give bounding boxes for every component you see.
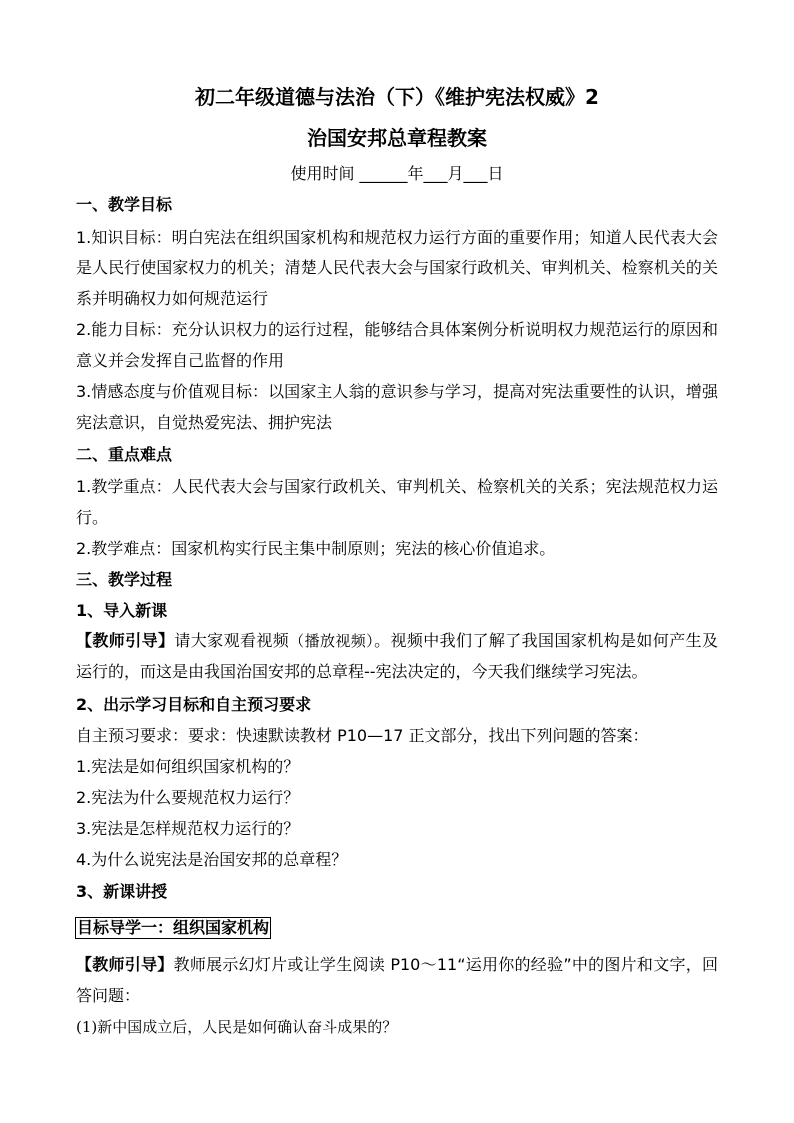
section-heading-objectives: 一、教学目标: [76, 195, 173, 214]
step-heading-new-lesson: 3、新课讲授: [76, 882, 168, 901]
objective-knowledge-line: 是人民行使国家权力的机关；清楚人民代表大会与国家行政机关、审判机关、检察机关的关: [76, 258, 718, 277]
objective-knowledge-line: 1.知识目标：明白宪法在组织国家机构和规范权力运行方面的重要作用；知道人民代表大会: [76, 228, 718, 247]
preview-question: 2.宪法为什么要规范权力运行？: [76, 788, 300, 807]
teacher-guide-note: （播放视频）: [289, 632, 375, 650]
preview-question: 3.宪法是怎样规范权力运行的？: [76, 819, 300, 838]
preview-question: 1.宪法是如何组织国家机构的？: [76, 757, 300, 776]
teacher-guide-line: [76, 631, 718, 651]
section-heading-process: 三、教学过程: [76, 570, 173, 589]
lesson-question: (1)新中国成立后，人民是如何确认奋斗成果的？: [76, 1018, 398, 1036]
key-point-line: 1.教学重点：人民代表大会与国家行政机关、审判机关、检察机关的关系；宪法规范权力运: [76, 477, 718, 496]
step-heading-introduction: 1、导入新课: [76, 601, 168, 620]
step-heading-preview: 2、出示学习目标和自主预习要求: [76, 695, 312, 714]
teacher-guide-line: [76, 955, 718, 975]
goal-box: 目标导学一：组织国家机构: [77, 918, 270, 937]
teacher-guide-text: 教师展示幻灯片或让学生阅读 P10～11“运用你的经验”中的图片和文字，回: [173, 955, 718, 974]
usage-time: 使用时间 ______年___月___日: [290, 164, 504, 183]
teacher-guide-line: 运行的，而这是由我国治国安邦的总章程--宪法决定的，今天我们继续学习宪法。: [76, 662, 648, 681]
teacher-guide-text: 。视频中我们了解了我国国家机构是如何产生及: [374, 631, 718, 650]
objective-ability-line: 2.能力目标：充分认识权力的运行过程，能够结合具体案例分析说明权力规范运行的原因和: [76, 320, 718, 339]
preview-question: 4.为什么说宪法是治国安邦的总章程？: [76, 850, 348, 869]
teacher-guide-label: 【教师引导】: [76, 955, 174, 974]
objective-attitude-line: 宪法意识，自觉热爱宪法、拥护宪法: [76, 413, 333, 432]
objective-knowledge-line: 系并明确权力如何规范运行: [76, 289, 269, 308]
key-point-line: 行。: [76, 508, 109, 527]
preview-requirement: 自主预习要求：要求：快速默读教材 P10—17 正文部分，找出下列问题的答案：: [76, 726, 649, 745]
objective-ability-line: 意义并会发挥自己监督的作用: [76, 351, 285, 370]
objective-attitude-line: 3.情感态度与价值观目标：以国家主人翁的意识参与学习，提高对宪法重要性的认识，增强: [76, 382, 718, 401]
teacher-guide-text: 请大家观看视频: [174, 631, 290, 650]
teacher-guide-line: 答问题：: [76, 986, 141, 1005]
doc-title-line1: 初二年级道德与法治（下）《维护宪法权威》2: [195, 85, 599, 109]
section-heading-key-points: 二、重点难点: [76, 445, 173, 464]
doc-title-line2: 治国安邦总章程教案: [307, 126, 487, 150]
teacher-guide-label: 【教师引导】: [76, 631, 175, 650]
difficult-point-line: 2.教学难点：国家机构实行民主集中制原则；宪法的核心价值追求。: [76, 539, 556, 558]
